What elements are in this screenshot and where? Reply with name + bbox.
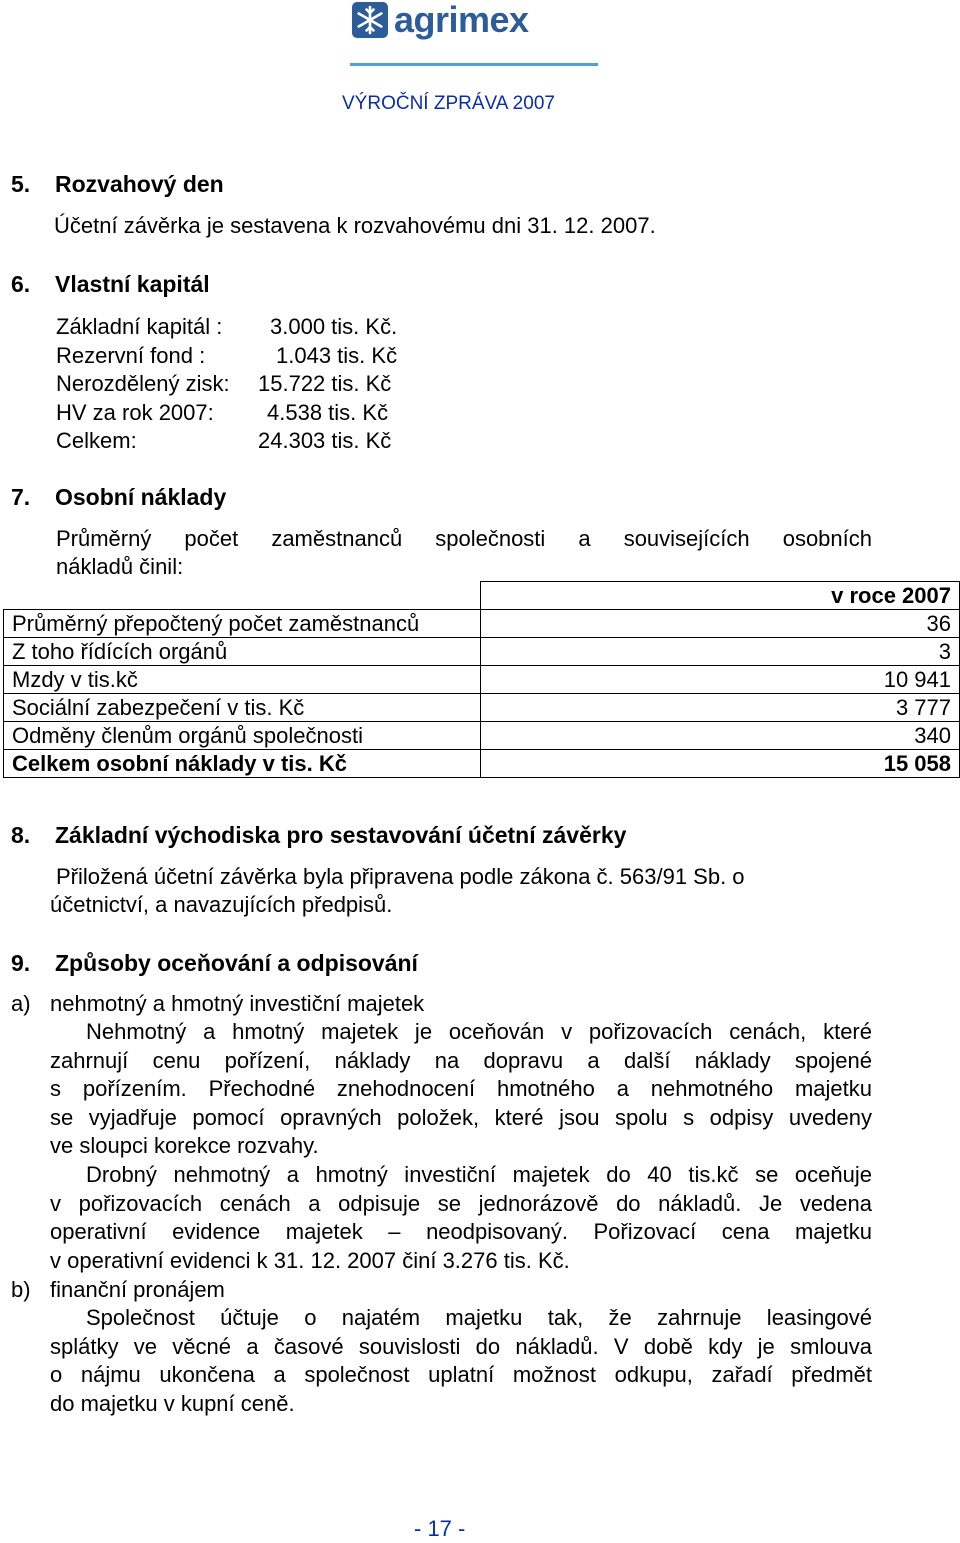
row-value: 10 941 [481,666,960,694]
equity-value: 4.538 tis. Kč [267,399,389,425]
paragraph-line: ve sloupci korekce rozvahy. [50,1133,319,1158]
equity-value: 15.722 tis. Kč [258,371,392,396]
personnel-costs-table [3,581,960,778]
row-value: 3 [481,638,960,666]
section-8-line-1: Přiložená účetní závěrka byla připravena podle zákona č. 563/91 Sb. o [56,864,745,889]
paragraph-line: operativní evidence majetek – neodpisovaný. Pořizovací cena majetku [50,1219,872,1244]
section-title: Rozvahový den [55,171,224,197]
table-header-row [4,582,960,610]
table-row [4,694,960,722]
paragraph-line: o nájmu ukončena a společnost uplatní možnost odkupu, zařadí předmět [50,1362,872,1387]
logo-underline [350,63,598,66]
table-row [4,666,960,694]
row-label: Odměny členům orgánů společnosti [4,722,481,750]
paragraph-line: do majetku v kupní ceně. [50,1391,295,1416]
section-number: 6. [11,271,31,297]
page-number: - 17 - [414,1516,466,1541]
section-title: Osobní náklady [55,484,227,510]
row-label: Mzdy v tis.kč [4,666,481,694]
row-label: Průměrný přepočtený počet zaměstnanců [4,610,481,638]
section-title: Vlastní kapitál [55,271,210,297]
paragraph-line: v pořizovacích cenách a odpisuje se jednorázově do nákladů. Je vedena [50,1191,872,1216]
row-value: 340 [481,722,960,750]
section-number: 5. [11,171,31,197]
table-row [4,610,960,638]
section-number: 7. [11,484,31,510]
equity-label: Rezervní fond : [56,342,206,368]
report-title: VÝROČNÍ ZPRÁVA 2007 [342,93,555,114]
column-header: v roce 2007 [481,582,960,610]
row-label: Sociální zabezpečení v tis. Kč [4,694,481,722]
section-7-intro-line-1: Průměrný počet zaměstnanců společnosti a souvisejících osobních [56,526,872,551]
brand-name: agrimex [394,0,529,40]
subsection-a-title: nehmotný a hmotný investiční majetek [50,991,425,1016]
equity-label: Celkem: [56,428,137,453]
paragraph-line: Společnost účtuje o najatém majetku tak, že zahrnuje leasingové [86,1305,872,1330]
table-row [4,722,960,750]
table-corner-cell [4,582,481,610]
equity-label: Základní kapitál : [56,314,223,339]
paragraph-line: zahrnují cenu pořízení, náklady na dopravu a další náklady spojené [50,1048,872,1073]
equity-value: 1.043 tis. Kč [276,342,398,368]
table-row [4,638,960,666]
list-label-b: b) [11,1277,31,1302]
equity-label: Nerozdělený zisk: [56,371,230,396]
paragraph-line: Drobný nehmotný a hmotný investiční majetek do 40 tis.kč se oceňuje [86,1162,872,1187]
paragraph-line: s pořízením. Přechodné znehodnocení hmotného a nehmotného majetku [50,1076,872,1101]
section-5-text: Účetní závěrka je sestavena k rozvahovému dni 31. 12. 2007. [54,213,656,238]
row-label: Z toho řídících orgánů [4,638,481,666]
paragraph-line: Nehmotný a hmotný majetek je oceňován v pořizovacích cenách, které [86,1019,872,1044]
section-title: Základní východiska pro sestavování účetní závěrky [55,822,627,848]
equity-label: HV za rok 2007: [56,399,214,425]
row-value: 3 777 [481,694,960,722]
snowflake-logo-icon [352,2,388,38]
subsection-b-title: finanční pronájem [50,1277,225,1302]
equity-value: 3.000 tis. Kč. [270,314,398,339]
company-logo [352,0,529,40]
total-value: 15 058 [481,750,960,778]
section-title: Způsoby oceňování a odpisování [55,950,418,976]
paragraph-line: v operativní evidenci k 31. 12. 2007 činí 3.276 tis. Kč. [50,1248,570,1273]
row-value: 36 [481,610,960,638]
section-7-intro-line-2: nákladů činil: [56,554,184,579]
paragraph-line: splátky ve věcné a časové souvislosti do nákladů. V době kdy je smlouva [50,1334,872,1359]
section-8-line-2: účetnictví, a navazujících předpisů. [50,892,393,917]
section-number: 8. [11,822,31,848]
paragraph-line: se vyjadřuje pomocí opravných položek, které jsou spolu s odpisy uvedeny [50,1105,872,1130]
total-label: Celkem osobní náklady v tis. Kč [4,750,481,778]
equity-value: 24.303 tis. Kč [258,428,392,453]
list-label-a: a) [11,991,31,1016]
section-number: 9. [11,950,31,976]
table-total-row [4,750,960,778]
